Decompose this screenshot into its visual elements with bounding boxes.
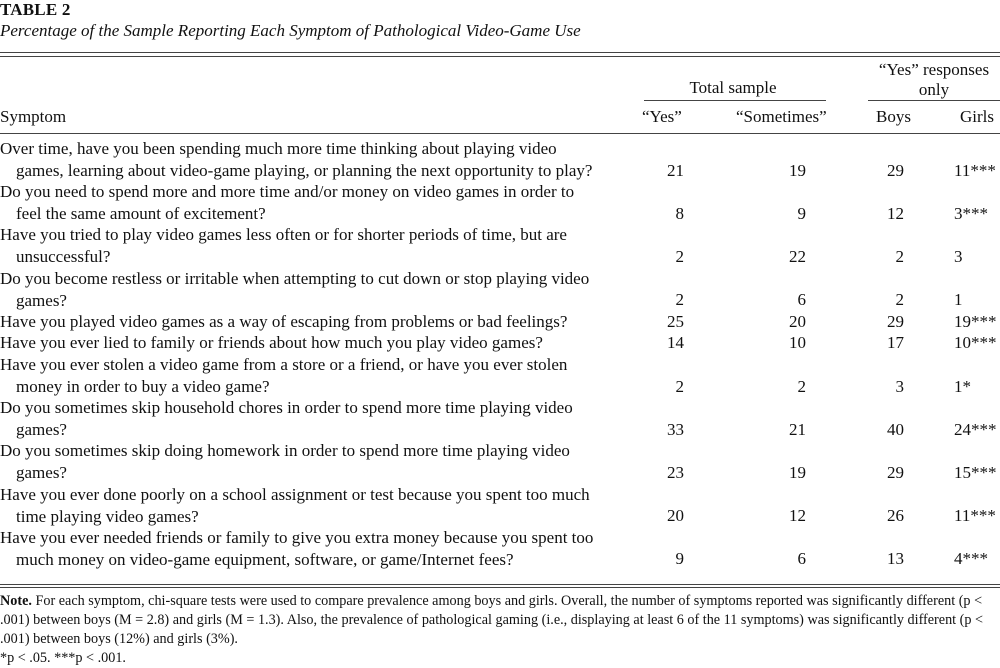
yes-cell: 2 (675, 290, 684, 310)
table-row (0, 354, 1000, 397)
sometimes-cell: 6 (797, 290, 806, 310)
yes-cell: 21 (667, 160, 684, 180)
yes-cell: 9 (675, 549, 684, 569)
yes-only-span-rule (868, 100, 1000, 101)
table-row (0, 527, 1000, 570)
group-header-yes-only: “Yes” responses only (878, 60, 990, 99)
symptom-cell (0, 138, 600, 182)
symptom-text: Have you tried to play video games less often or for shorter periods of time, but are unsuccessful? (0, 225, 567, 267)
sometimes-cell: 20 (789, 311, 806, 331)
table-caption: Percentage of the Sample Reporting Each Symptom of Pathological Video-Game Use (0, 21, 581, 40)
sometimes-cell: 19 (789, 462, 806, 482)
table-row (0, 332, 1000, 354)
boys-cell: 40 (887, 419, 904, 439)
column-header-symptom: Symptom (0, 107, 67, 126)
boys-cell: 2 (895, 246, 904, 266)
table-row (0, 268, 1000, 311)
yes-cell: 8 (675, 203, 684, 223)
girls-cell: 3 (954, 246, 963, 266)
girls-cell: 11*** (954, 506, 996, 526)
table-row (0, 397, 1000, 440)
girls-cell: 1* (954, 376, 971, 396)
symptom-text: Do you sometimes skip doing homework in order to spend more time playing video games? (0, 441, 570, 483)
girls-cell: 19*** (954, 311, 997, 331)
girls-cell: 11*** (954, 160, 996, 180)
boys-cell: 29 (887, 311, 904, 331)
symptom-text: Do you need to spend more and more time and/or money on video games in order to feel the same amount of excitement? (0, 182, 575, 224)
yes-cell: 33 (667, 419, 684, 439)
note-text: For each symptom, chi-square tests were used to compare prevalence among boys and girls. Overall, the number of symptoms reported was significantly different (p < .001) between boys (M = 2.8) and girls (M = 1.3). Also, the prevalence of pathological gaming (i.e., displaying at least 6 of the 11 symptoms) was significantly different (p < .001) between boys (12%) and girls (3%). (0, 593, 984, 647)
sometimes-cell: 6 (797, 549, 806, 569)
symptom-cell (0, 181, 600, 225)
symptom-cell (0, 224, 600, 268)
table-label: TABLE 2 (0, 0, 71, 19)
table-footnotes (0, 592, 1000, 668)
symptom-text: Have you ever done poorly on a school assignment or test because you spent too much time playing video games? (0, 484, 590, 526)
boys-cell: 29 (887, 462, 904, 482)
symptom-cell (0, 332, 600, 354)
column-header-sometimes: “Sometimes” (736, 107, 827, 126)
boys-cell: 12 (887, 203, 904, 223)
table-row (0, 138, 1000, 181)
yes-cell: 2 (675, 246, 684, 266)
symptom-cell (0, 311, 600, 333)
sometimes-cell: 10 (789, 333, 806, 353)
yes-cell: 2 (675, 376, 684, 396)
symptom-text: Have you ever lied to family or friends about how much you play video games? (0, 333, 543, 353)
symptom-text: Do you sometimes skip household chores in order to spend more time playing video games? (0, 398, 573, 440)
symptom-text: Have you ever stolen a video game from a store or a friend, or have you ever stolen money in order to buy a video game? (0, 355, 568, 396)
boys-cell: 13 (887, 549, 904, 569)
sometimes-cell: 9 (797, 203, 806, 223)
boys-cell: 26 (887, 506, 904, 526)
symptom-cell (0, 440, 600, 484)
top-double-rule (0, 52, 1000, 57)
boys-cell: 17 (887, 333, 904, 353)
table-row (0, 440, 1000, 483)
symptom-text: Have you ever needed friends or family to give you extra money because you spent too much money on video-game equipment, software, or game/Internet fees? (0, 527, 594, 569)
table-row (0, 484, 1000, 527)
girls-cell: 4*** (954, 549, 988, 569)
girls-cell: 3*** (954, 203, 988, 223)
symptom-cell (0, 354, 600, 398)
symptom-cell (0, 527, 600, 571)
symptom-text: Have you played video games as a way of escaping from problems or bad feelings? (0, 311, 568, 331)
symptom-text: Over time, have you been spending much more time thinking about playing video games, learning about video-game playing, or planning the next opportunity to play? (0, 139, 593, 180)
table-row (0, 181, 1000, 224)
sometimes-cell: 19 (789, 160, 806, 180)
girls-cell: 1 (954, 290, 963, 310)
girls-cell: 15*** (954, 462, 997, 482)
sometimes-cell: 2 (797, 376, 806, 396)
total-sample-span-rule (644, 100, 826, 101)
girls-cell: 24*** (954, 419, 997, 439)
boys-cell: 29 (887, 160, 904, 180)
symptom-cell (0, 397, 600, 441)
group-header-total-sample: Total sample (689, 78, 777, 97)
sometimes-cell: 21 (789, 419, 806, 439)
yes-cell: 14 (667, 333, 684, 353)
header-bottom-rule (0, 133, 1000, 134)
girls-cell: 10*** (954, 333, 997, 353)
table-row (0, 224, 1000, 267)
column-header-yes: “Yes” (642, 107, 682, 126)
note-label: Note. (0, 593, 32, 609)
significance-note: *p < .05. ***p < .001. (0, 650, 126, 666)
boys-cell: 2 (895, 290, 904, 310)
sometimes-cell: 22 (789, 246, 806, 266)
column-header-girls: Girls (960, 107, 994, 126)
boys-cell: 3 (895, 376, 904, 396)
symptom-cell (0, 484, 600, 528)
table-row (0, 311, 1000, 333)
yes-cell: 20 (667, 506, 684, 526)
symptom-cell (0, 268, 600, 312)
sometimes-cell: 12 (789, 506, 806, 526)
symptom-text: Do you become restless or irritable when attempting to cut down or stop playing video games? (0, 268, 590, 310)
yes-cell: 25 (667, 311, 684, 331)
yes-cell: 23 (667, 462, 684, 482)
table-note (0, 592, 1000, 649)
column-header-boys: Boys (876, 107, 911, 126)
bottom-double-rule (0, 584, 1000, 588)
